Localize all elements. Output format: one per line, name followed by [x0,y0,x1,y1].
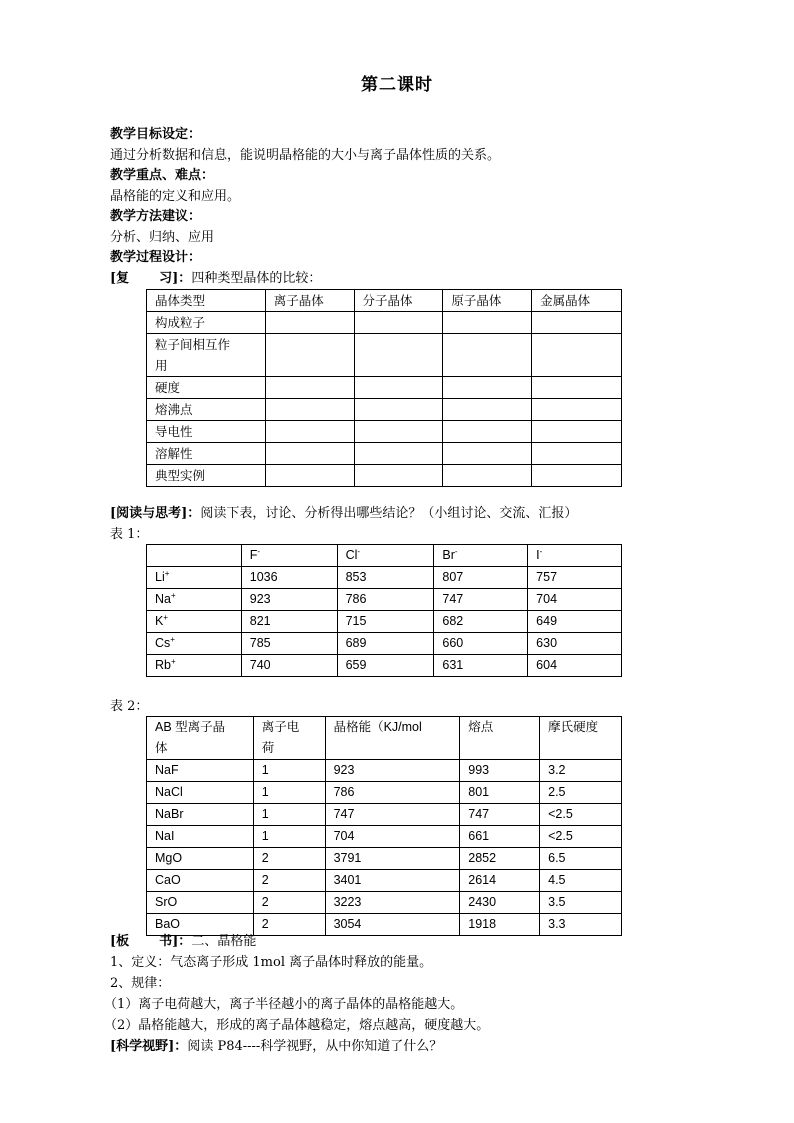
table-row [147,611,622,633]
table-cell [354,399,443,421]
rule-1: （1）离子电荷越大，离子半径越小的离子晶体的晶格能越大。 [104,997,464,1012]
table-cell: 704 [325,826,460,848]
table-cell [265,377,354,399]
table-row [147,804,622,826]
header-cell [241,545,337,567]
table-cell: 3223 [325,892,460,914]
header-cell: 金属晶体 [532,290,622,312]
table-cell [265,312,354,334]
table-cell: NaF [147,760,254,782]
table-cell [354,443,443,465]
table-cell: 801 [460,782,540,804]
table-cell [443,443,532,465]
table-row [147,848,622,870]
cation-symbol: Na [155,592,171,606]
header-cell [528,545,622,567]
table-cell [532,399,622,421]
header-cell: 分子晶体 [354,290,443,312]
table-header-row [147,717,622,760]
table-cell [443,399,532,421]
cation-symbol: Cs [155,636,171,650]
anion-symbol: I [536,548,540,562]
table-cell: CaO [147,870,254,892]
header-line: 离子电 [261,720,300,734]
cation-cell [147,589,242,611]
review-text: 四种类型晶体的比较： [191,271,322,286]
table-cell [443,465,532,487]
row-label-line: 用 [155,358,168,373]
objectives-label: 教学目标设定： [110,127,202,142]
cation-cell [147,633,242,655]
cation-symbol: Rb [155,658,171,672]
row-label-line: 粒子间相互作 [155,337,231,352]
table-row [147,399,622,421]
table-cell: 631 [434,655,528,677]
lattice-energy-table-2 [146,716,622,936]
cation-symbol: Li [155,570,165,584]
header-cell [253,717,325,760]
table-row [147,655,622,677]
table-cell: 715 [337,611,434,633]
header-line: AB 型离子晶 [155,720,226,734]
process-label: 教学过程设计： [110,250,202,265]
header-cell [147,717,254,760]
table-cell: 659 [337,655,434,677]
table-row [147,633,622,655]
table-cell: 630 [528,633,622,655]
table-row [147,421,622,443]
table-cell: 604 [528,655,622,677]
lattice-energy-table-1 [146,544,622,677]
table-row [147,334,622,377]
table-cell: 661 [460,826,540,848]
review-line [110,269,321,289]
header-cell: 晶格能（KJ/mol [325,717,460,760]
header-cell: 摩氏硬度 [540,717,622,760]
review-tag-close: 习]： [159,271,192,286]
charge: - [539,547,543,556]
table-cell: 923 [241,589,337,611]
review-tag-open: [复 [110,271,130,286]
science-line [110,1037,442,1057]
table-cell: 747 [325,804,460,826]
table-cell: 3.2 [540,760,622,782]
row-label: 导电性 [147,421,266,443]
reading-tag: [阅读与思考]： [110,506,201,521]
table-cell: 2 [253,914,325,936]
row-label: 典型实例 [147,465,266,487]
table-cell: 4.5 [540,870,622,892]
table-cell [532,312,622,334]
table-cell: 660 [434,633,528,655]
table-cell: 682 [434,611,528,633]
reading-text: 阅读下表，讨论、分析得出哪些结论？（小组讨论、交流、汇报） [200,506,578,521]
board-tag-close: 书]： [159,934,192,949]
table-cell: 993 [460,760,540,782]
rules-label: 2、规律： [110,976,171,991]
table-cell [265,465,354,487]
table-cell: 2852 [460,848,540,870]
board-line [110,932,256,952]
table-cell: BaO [147,914,254,936]
table-row [147,443,622,465]
table-cell: 786 [337,589,434,611]
table-cell: NaCl [147,782,254,804]
table-row [147,377,622,399]
row-label [147,334,266,377]
table-cell [443,334,532,377]
table-cell: 747 [434,589,528,611]
table-cell [443,421,532,443]
table-cell: 1 [253,826,325,848]
methods-label: 教学方法建议： [110,209,202,224]
table-cell: 807 [434,567,528,589]
anion-symbol: F [249,548,258,562]
charge: - [454,547,458,556]
table-cell [265,399,354,421]
table-header-row [147,545,622,567]
header-line: 体 [155,741,168,755]
table-cell: 1 [253,782,325,804]
table-cell [532,421,622,443]
row-label: 熔沸点 [147,399,266,421]
table-cell: 649 [528,611,622,633]
charge: + [170,591,176,600]
table-cell [532,334,622,377]
table-row [147,465,622,487]
table-cell: 3791 [325,848,460,870]
header-line: 荷 [261,741,275,755]
table-cell: 2.5 [540,782,622,804]
charge: - [357,547,361,556]
objectives-text: 通过分析数据和信息，能说明晶格能的大小与离子晶体性质的关系。 [110,148,501,163]
table-cell: 3.5 [540,892,622,914]
header-cell: 熔点 [460,717,540,760]
table-cell: NaBr [147,804,254,826]
header-cell: 离子晶体 [265,290,354,312]
table-cell: 689 [337,633,434,655]
table-cell [443,377,532,399]
table-cell: 1036 [241,567,337,589]
methods-text: 分析、归纳、应用 [110,230,215,245]
table-cell: <2.5 [540,804,622,826]
table-row [147,870,622,892]
table-row [147,760,622,782]
cation-cell [147,611,242,633]
table1-label: 表 1： [110,527,149,542]
table-row [147,589,622,611]
table-cell [265,334,354,377]
row-label: 构成粒子 [147,312,266,334]
header-cell [147,545,242,567]
table-cell: 821 [241,611,337,633]
crystal-comparison-table [146,289,622,487]
cation-cell [147,655,242,677]
definition-text: 1、定义：气态离子形成 1mol 离子晶体时释放的能量。 [110,955,433,970]
cation-symbol: K [155,614,164,628]
rule-2: （2）晶格能越大，形成的离子晶体越稳定，熔点越高，硬度越大。 [104,1018,490,1033]
header-cell [434,545,528,567]
table-cell: <2.5 [540,826,622,848]
table-cell: 740 [241,655,337,677]
table-row [147,567,622,589]
row-label: 溶解性 [147,443,266,465]
table-cell: 2 [253,870,325,892]
table-row [147,782,622,804]
page-title: 第二课时 [361,75,433,95]
table-cell [354,465,443,487]
table-cell [532,443,622,465]
anion-symbol: Br [442,548,455,562]
table-cell: 2430 [460,892,540,914]
table-cell: 2 [253,848,325,870]
table-cell: 1 [253,760,325,782]
board-tag-open: [板 [110,934,130,949]
table-cell: 785 [241,633,337,655]
charge: + [164,569,170,578]
table-cell [354,312,443,334]
table-cell: 757 [528,567,622,589]
table-cell: 3054 [325,914,460,936]
row-label: 硬度 [147,377,266,399]
cation-cell [147,567,242,589]
table-cell: MgO [147,848,254,870]
table-cell: 1 [253,804,325,826]
table-cell [265,443,354,465]
table-cell: 747 [460,804,540,826]
table-cell: 704 [528,589,622,611]
table-cell: 853 [337,567,434,589]
table-cell: 3401 [325,870,460,892]
header-cell: 晶体类型 [147,290,266,312]
table-cell [354,421,443,443]
charge: + [170,657,176,666]
table-cell [354,334,443,377]
table-cell: 1918 [460,914,540,936]
table-cell: 2614 [460,870,540,892]
board-text: 二、晶格能 [191,934,257,949]
table-row [147,892,622,914]
science-tag: [科学视野]： [110,1039,188,1054]
table-row [147,312,622,334]
table-cell [532,465,622,487]
table-cell [443,312,532,334]
anion-symbol: Cl [345,548,358,562]
charge: - [257,547,261,556]
reading-line [110,504,577,524]
table-header-row [147,290,622,312]
table-cell: 6.5 [540,848,622,870]
table-cell: NaI [147,826,254,848]
table2-label: 表 2： [110,699,149,714]
table-cell [532,377,622,399]
charge: + [170,635,175,644]
table-cell: 2 [253,892,325,914]
key-points-label: 教学重点、难点： [110,168,215,183]
table-cell [265,421,354,443]
science-text: 阅读 P84----科学视野，从中你知道了什么？ [187,1039,443,1054]
key-points-text: 晶格能的定义和应用。 [110,189,241,204]
table-row [147,826,622,848]
table-cell: 786 [325,782,460,804]
table-cell [354,377,443,399]
header-cell [337,545,434,567]
table-cell: 923 [325,760,460,782]
table-cell: 3.3 [540,914,622,936]
table-cell: SrO [147,892,254,914]
charge: + [163,613,169,622]
header-cell: 原子晶体 [443,290,532,312]
